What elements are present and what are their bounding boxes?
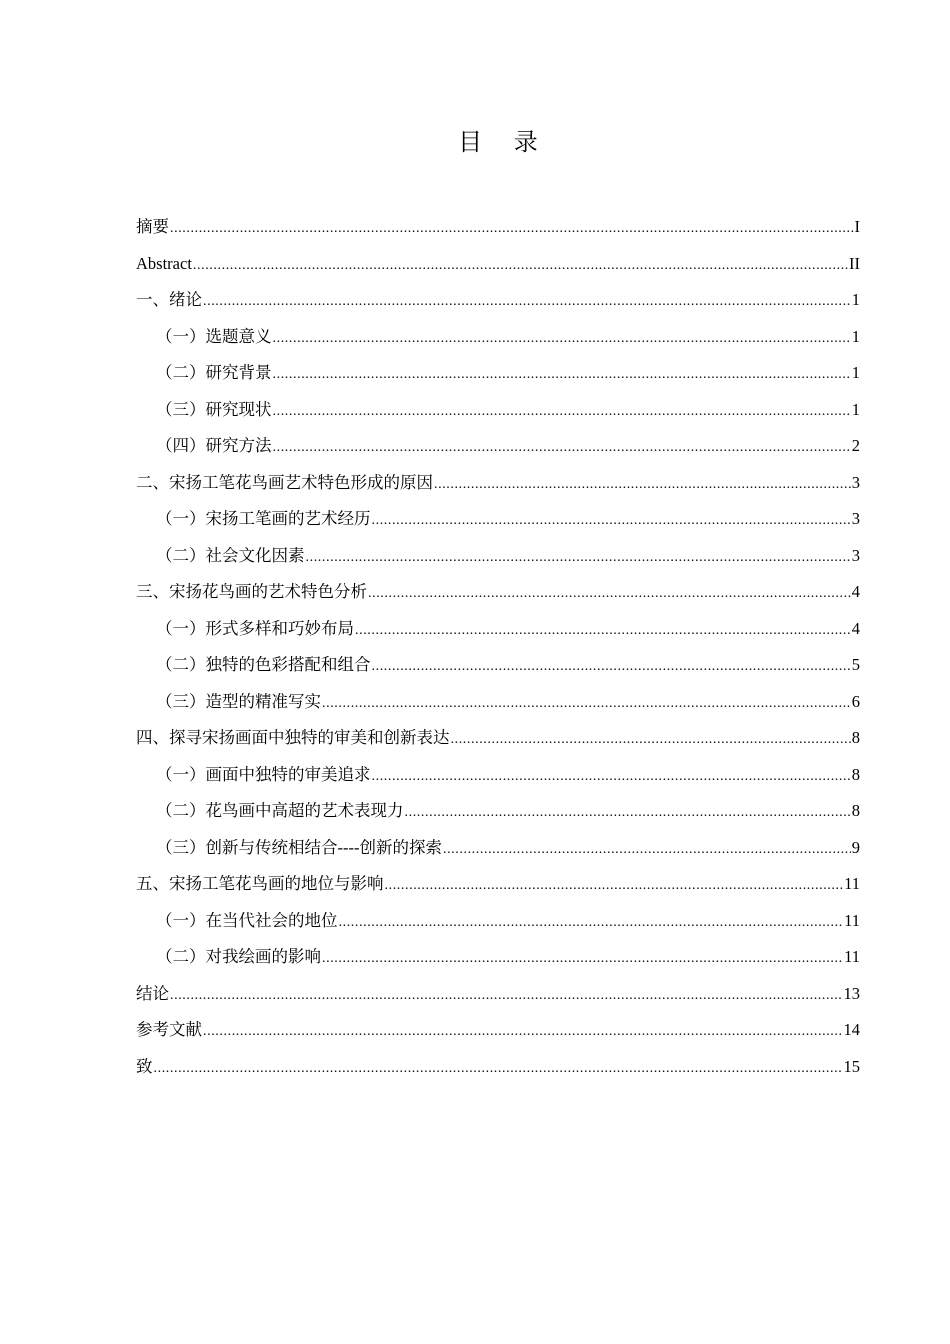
toc-entry-label: （一）在当代社会的地位 xyxy=(156,910,338,930)
toc-leader-dots xyxy=(443,832,851,869)
toc-entry-label: （三）研究现状 xyxy=(156,399,272,419)
toc-entry-page: 15 xyxy=(843,1056,860,1076)
toc-entry-page: 4 xyxy=(851,582,860,601)
toc-entry-label: Abstract xyxy=(136,253,192,273)
toc-entry-label: （二）花鸟画中高超的艺术表现力 xyxy=(156,801,404,820)
toc-entry-page: 8 xyxy=(851,764,860,784)
toc-leader-dots xyxy=(203,1014,843,1051)
toc-entry[interactable] xyxy=(136,355,860,392)
table-of-contents xyxy=(136,209,860,1085)
toc-entry[interactable] xyxy=(136,830,860,867)
toc-entry-label: （二）研究背景 xyxy=(156,363,272,382)
toc-entry[interactable] xyxy=(136,465,860,502)
toc-entry-label: （一）选题意义 xyxy=(156,326,272,346)
toc-entry-label: （三）造型的精准写实 xyxy=(156,691,321,711)
toc-leader-dots xyxy=(273,430,851,467)
toc-entry[interactable] xyxy=(136,1049,860,1086)
toc-leader-dots xyxy=(170,211,854,248)
toc-entry-label: 四、探寻宋扬画面中独特的审美和创新表达 xyxy=(136,728,450,747)
toc-entry-page: II xyxy=(849,253,860,273)
toc-entry[interactable] xyxy=(136,793,860,830)
toc-entry-label: 三、宋扬花鸟画的艺术特色分析 xyxy=(136,582,367,601)
toc-leader-dots xyxy=(434,467,851,504)
toc-entry-page: 1 xyxy=(851,399,860,419)
toc-entry-label: 一、绪论 xyxy=(136,290,202,309)
toc-leader-dots xyxy=(193,248,848,285)
toc-entry-page: 8 xyxy=(851,801,860,820)
toc-entry[interactable] xyxy=(136,903,860,940)
toc-entry[interactable] xyxy=(136,209,860,246)
page-title: 目 录 xyxy=(458,128,550,156)
toc-leader-dots xyxy=(355,613,851,650)
toc-entry[interactable] xyxy=(136,574,860,611)
toc-entry[interactable] xyxy=(136,647,860,684)
toc-entry-label: （四）研究方法 xyxy=(156,436,272,455)
toc-entry[interactable] xyxy=(136,319,860,356)
toc-entry-label: （二）社会文化因素 xyxy=(156,545,305,565)
toc-entry-page: 3 xyxy=(851,545,860,565)
toc-entry-label: 摘要 xyxy=(136,217,169,236)
toc-leader-dots xyxy=(372,503,851,540)
toc-entry-label: （一）宋扬工笔画的艺术经历 xyxy=(156,509,371,528)
toc-entry-label: （二）独特的色彩搭配和组合 xyxy=(156,655,371,674)
toc-entry-page: 2 xyxy=(851,436,860,455)
toc-leader-dots xyxy=(385,868,844,905)
toc-entry[interactable] xyxy=(136,246,860,283)
toc-entry-page: 6 xyxy=(851,691,860,711)
toc-leader-dots xyxy=(372,649,851,686)
toc-entry[interactable] xyxy=(136,720,860,757)
toc-leader-dots xyxy=(273,357,851,394)
toc-entry-page: 14 xyxy=(843,1020,860,1039)
toc-entry[interactable] xyxy=(136,538,860,575)
toc-entry[interactable] xyxy=(136,866,860,903)
toc-entry[interactable] xyxy=(136,939,860,976)
toc-entry-label: 参考文献 xyxy=(136,1020,202,1039)
toc-leader-dots xyxy=(368,576,851,613)
toc-entry[interactable] xyxy=(136,428,860,465)
toc-entry-page: 4 xyxy=(851,618,860,638)
toc-leader-dots xyxy=(273,394,851,431)
toc-entry-label: （二）对我绘画的影响 xyxy=(156,947,321,966)
toc-entry[interactable] xyxy=(136,282,860,319)
toc-leader-dots xyxy=(322,686,851,723)
toc-entry-page: I xyxy=(854,217,860,236)
toc-entry-page: 9 xyxy=(851,837,860,857)
toc-leader-dots xyxy=(451,722,851,759)
toc-entry[interactable] xyxy=(136,1012,860,1049)
toc-entry[interactable] xyxy=(136,611,860,648)
toc-leader-dots xyxy=(170,978,843,1015)
toc-entry-page: 11 xyxy=(844,874,860,893)
toc-leader-dots xyxy=(273,321,851,358)
toc-entry-page: 1 xyxy=(851,290,860,309)
toc-entry[interactable] xyxy=(136,392,860,429)
toc-entry-page: 1 xyxy=(851,363,860,382)
toc-entry-label: 结论 xyxy=(136,983,169,1003)
toc-leader-dots xyxy=(203,284,851,321)
toc-leader-dots xyxy=(339,905,844,942)
toc-entry-page: 13 xyxy=(843,983,860,1003)
toc-entry-label: （一）形式多样和巧妙布局 xyxy=(156,618,354,638)
toc-entry-page: 5 xyxy=(851,655,860,674)
toc-entry[interactable] xyxy=(136,684,860,721)
toc-entry-page: 1 xyxy=(851,326,860,346)
toc-entry[interactable] xyxy=(136,501,860,538)
toc-entry-label: 致 xyxy=(136,1056,153,1076)
toc-entry-label: 五、宋扬工笔花鸟画的地位与影响 xyxy=(136,874,384,893)
toc-entry-label: （三）创新与传统相结合----创新的探索 xyxy=(156,837,442,857)
toc-entry-page: 3 xyxy=(851,472,860,492)
toc-leader-dots xyxy=(306,540,851,577)
toc-entry-page: 8 xyxy=(851,728,860,747)
toc-entry-page: 11 xyxy=(844,910,860,930)
toc-entry-page: 11 xyxy=(844,947,860,966)
toc-entry-page: 3 xyxy=(851,509,860,528)
toc-leader-dots xyxy=(372,759,851,796)
toc-entry[interactable] xyxy=(136,976,860,1013)
toc-entry[interactable] xyxy=(136,757,860,794)
toc-leader-dots xyxy=(154,1051,843,1088)
toc-leader-dots xyxy=(322,941,843,978)
toc-leader-dots xyxy=(405,795,851,832)
toc-entry-label: 二、宋扬工笔花鸟画艺术特色形成的原因 xyxy=(136,472,433,492)
toc-entry-label: （一）画面中独特的审美追求 xyxy=(156,764,371,784)
